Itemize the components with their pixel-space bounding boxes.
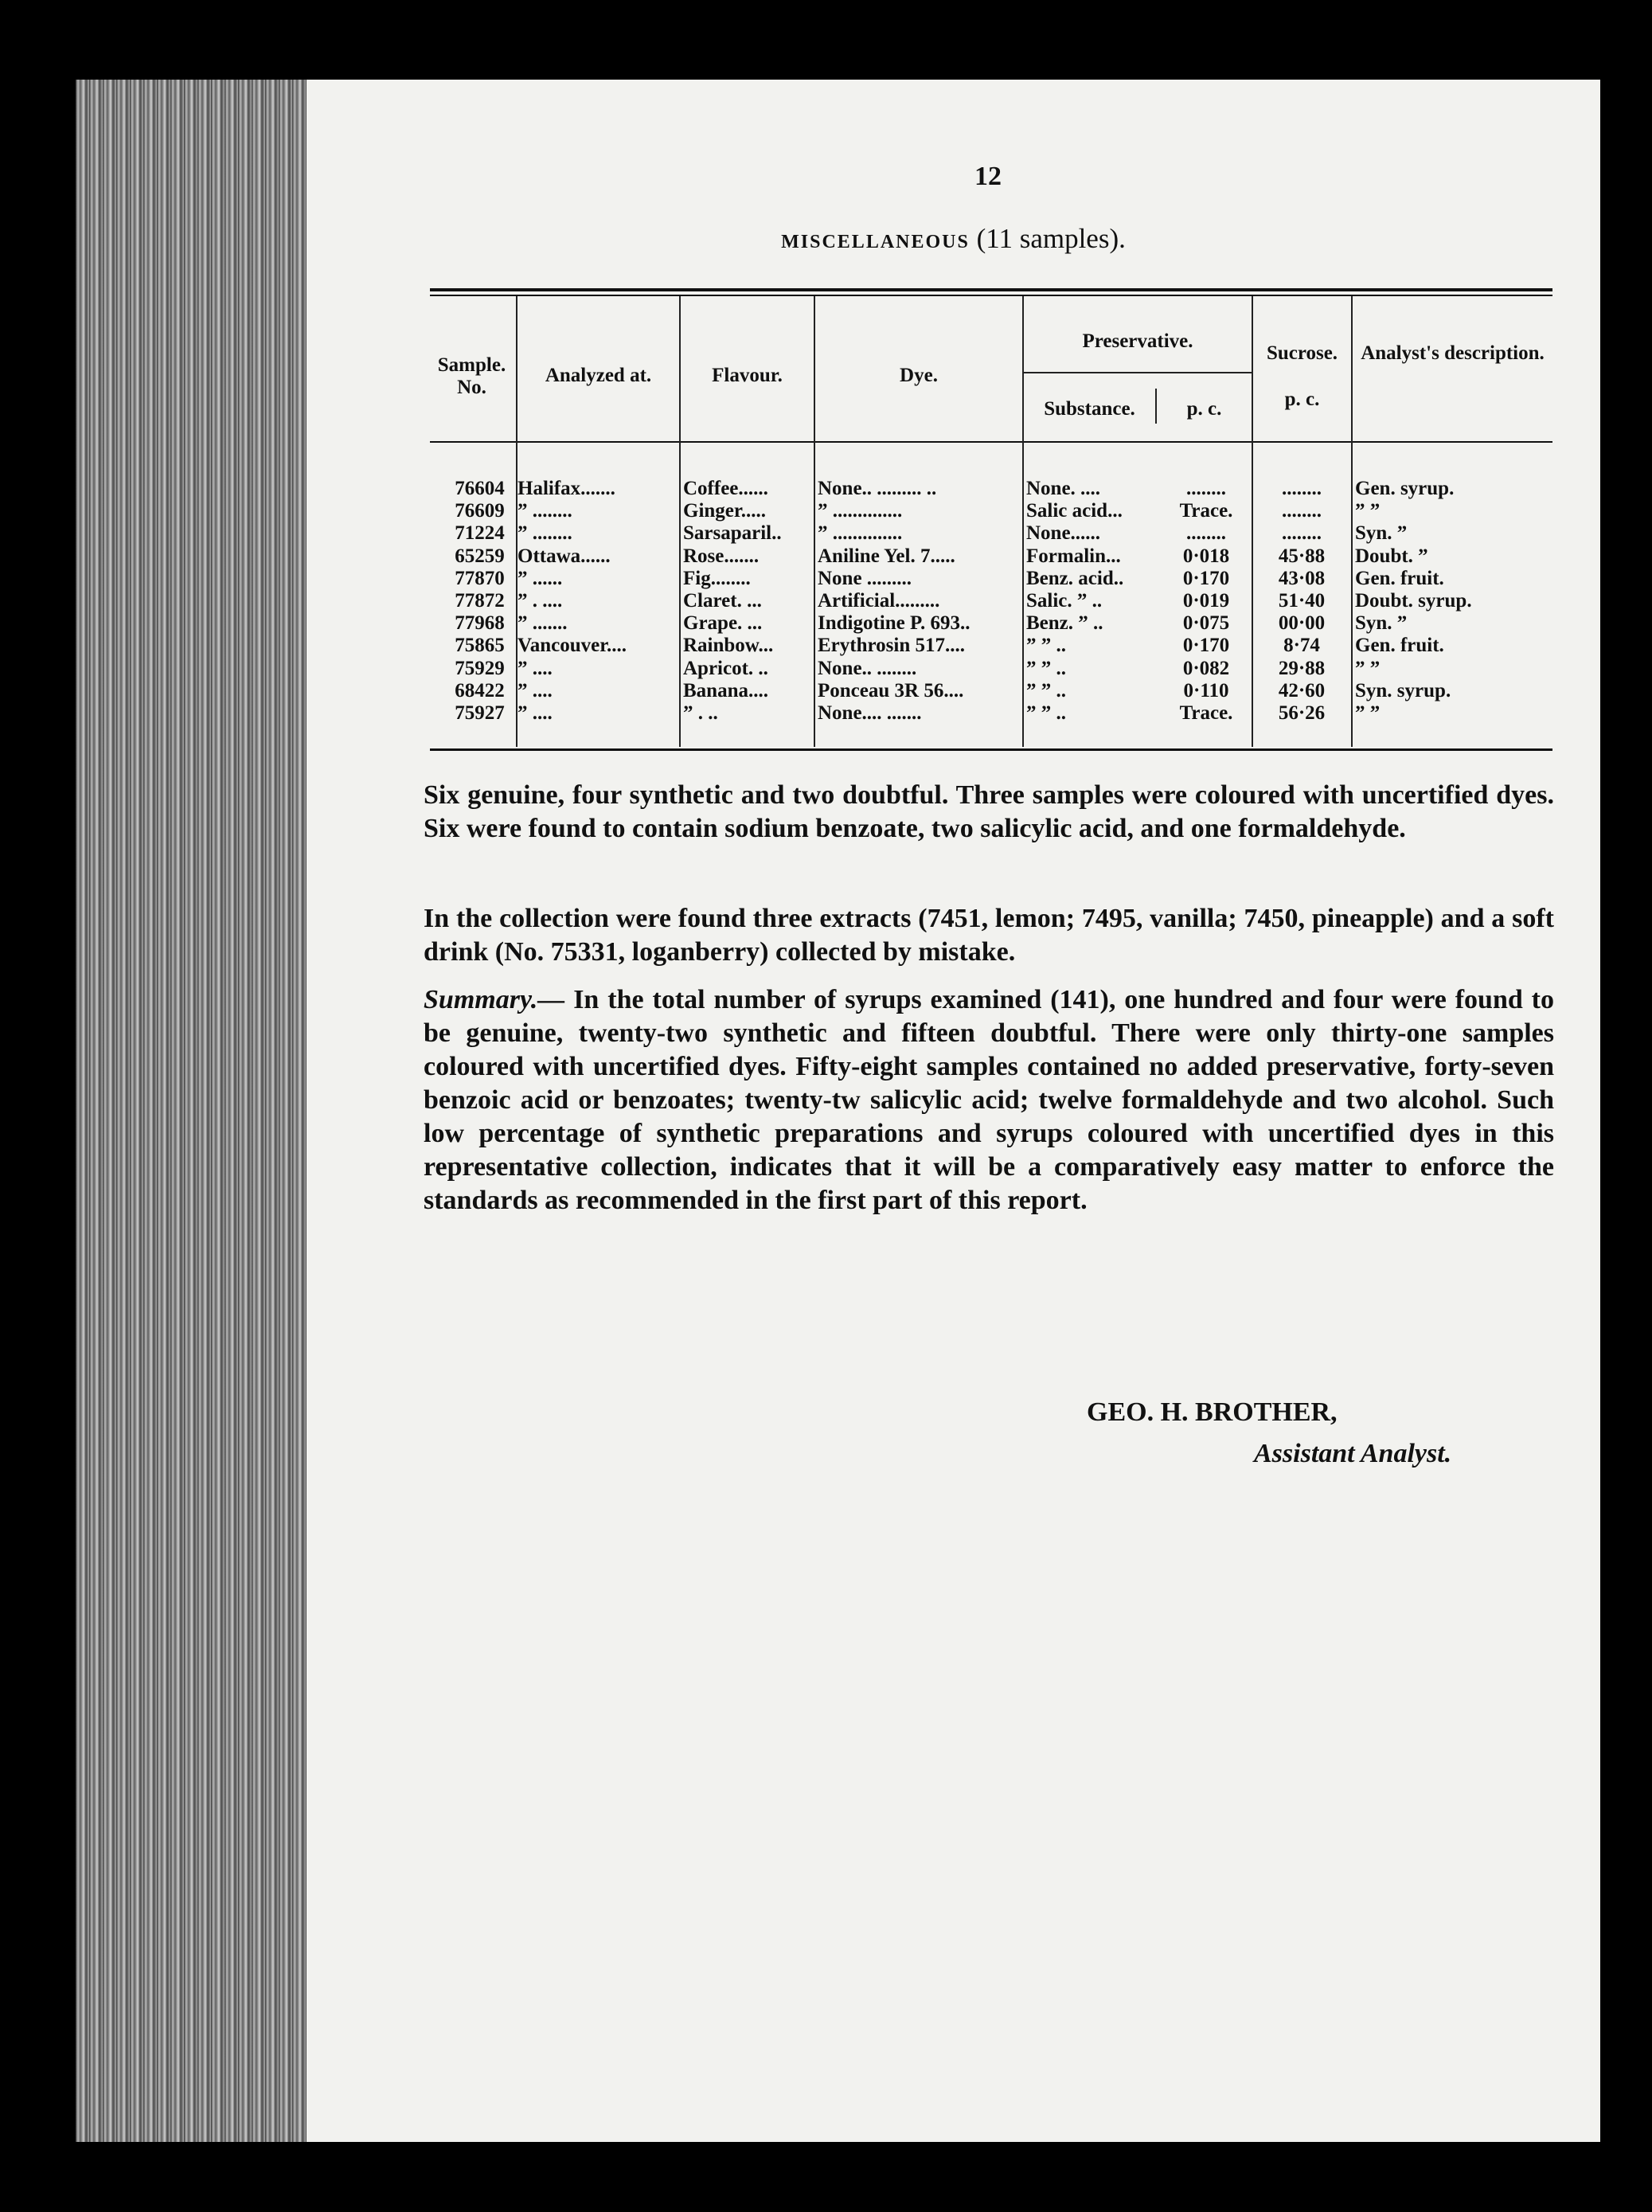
cell-place: Halifax....... bbox=[517, 478, 615, 499]
cell-sucrose: ........ bbox=[1282, 500, 1322, 522]
cell-description: ” ” bbox=[1355, 500, 1381, 522]
cell-dye: Erythrosin 517.... bbox=[818, 635, 965, 657]
cell-place: ” . .... bbox=[517, 590, 563, 612]
cell-place: ” ........ bbox=[517, 522, 572, 545]
cell-pc: 0·075 bbox=[1182, 612, 1230, 635]
cell-flavour: Apricot. .. bbox=[683, 657, 768, 679]
cell-description: ” ” bbox=[1355, 702, 1381, 724]
header-sucrose: Sucrose. bbox=[1266, 342, 1338, 364]
cell-sample: 75927 bbox=[455, 702, 505, 724]
cell-place: ” ....... bbox=[517, 612, 568, 635]
cell-sucrose: 43·08 bbox=[1278, 567, 1326, 589]
cell-flavour: Fig........ bbox=[683, 567, 751, 589]
cell-substance: Benz. ” .. bbox=[1026, 612, 1103, 635]
cell-substance: ” ” .. bbox=[1026, 657, 1066, 679]
cell-sucrose: ........ bbox=[1282, 522, 1322, 545]
cell-substance: ” ” .. bbox=[1026, 702, 1066, 724]
cell-sample: 77872 bbox=[455, 590, 505, 612]
cell-dye: Artificial......... bbox=[818, 590, 940, 612]
cell-sucrose: 00·00 bbox=[1278, 612, 1326, 635]
cell-pc: 0·170 bbox=[1182, 567, 1230, 589]
cell-flavour: Ginger..... bbox=[683, 500, 766, 522]
signature-name: GEO. H. BROTHER, bbox=[1087, 1397, 1338, 1427]
cell-substance: ” ” .. bbox=[1026, 679, 1066, 702]
cell-flavour: Banana.... bbox=[683, 679, 768, 702]
heading-caps: MISCELLANEOUS bbox=[781, 232, 970, 252]
cell-pc: 0·110 bbox=[1183, 679, 1229, 702]
cell-dye: None.... ....... bbox=[818, 702, 922, 724]
cell-sucrose: ........ bbox=[1282, 478, 1322, 499]
cell-sample: 65259 bbox=[455, 545, 505, 567]
cell-sample: 75929 bbox=[455, 657, 505, 679]
cell-pc: 0·019 bbox=[1182, 590, 1230, 612]
cell-flavour: Sarsaparil.. bbox=[683, 522, 782, 545]
cell-sample: 76609 bbox=[455, 500, 505, 522]
header-sucrose-pc: p. c. bbox=[1284, 389, 1320, 410]
cell-dye: Aniline Yel. 7..... bbox=[818, 545, 955, 567]
header-substance: Substance. bbox=[1044, 398, 1135, 420]
header-sample: Sample. No. bbox=[437, 354, 506, 398]
cell-substance: None...... bbox=[1026, 522, 1101, 545]
cell-flavour: Grape. ... bbox=[683, 612, 763, 635]
cell-place: ” .... bbox=[517, 702, 553, 724]
cell-sample: 71224 bbox=[455, 522, 505, 545]
cell-place: Vancouver.... bbox=[517, 635, 627, 657]
cell-description: Syn. ” bbox=[1355, 612, 1408, 635]
cell-sample: 75865 bbox=[455, 635, 505, 657]
column-divider bbox=[1022, 296, 1024, 747]
cell-description: Syn. ” bbox=[1355, 522, 1408, 545]
cell-sample: 77968 bbox=[455, 612, 505, 635]
cell-substance: Formalin... bbox=[1026, 545, 1121, 567]
header-dye: Dye. bbox=[900, 365, 938, 386]
cell-sucrose: 29·88 bbox=[1278, 657, 1326, 679]
book-spine-shadow bbox=[76, 80, 307, 2142]
signature-title: Assistant Analyst. bbox=[1254, 1439, 1452, 1468]
cell-place: ” .... bbox=[517, 679, 553, 702]
table-top-rule-thin bbox=[430, 295, 1552, 296]
cell-substance: Salic acid... bbox=[1026, 500, 1123, 522]
cell-pc: 0·170 bbox=[1182, 635, 1230, 657]
cell-sample: 77870 bbox=[455, 567, 505, 589]
cell-place: Ottawa...... bbox=[517, 545, 611, 567]
cell-description: Doubt. ” bbox=[1355, 545, 1428, 567]
cell-description: Doubt. syrup. bbox=[1355, 590, 1472, 612]
cell-substance: ” ” .. bbox=[1026, 635, 1066, 657]
cell-sample: 76604 bbox=[455, 478, 505, 499]
cell-flavour: Rose....... bbox=[683, 545, 760, 567]
cell-dye: Indigotine P. 693.. bbox=[818, 612, 971, 635]
header-place: Analyzed at. bbox=[545, 365, 652, 386]
table-top-rule bbox=[430, 288, 1552, 291]
cell-pc: 0·018 bbox=[1182, 545, 1230, 567]
page-number: 12 bbox=[974, 162, 1002, 191]
document-page bbox=[307, 80, 1600, 2142]
paragraph-summary bbox=[424, 983, 1554, 1217]
cell-pc: Trace. bbox=[1179, 500, 1233, 522]
column-divider bbox=[679, 296, 681, 747]
preservative-subrule bbox=[1024, 372, 1252, 373]
cell-flavour: Claret. ... bbox=[683, 590, 762, 612]
cell-dye: None.. ......... .. bbox=[818, 478, 937, 499]
cell-place: ” ........ bbox=[517, 500, 572, 522]
cell-dye: None.. ........ bbox=[818, 657, 917, 679]
header-pc: p. c. bbox=[1186, 398, 1222, 420]
cell-sample: 68422 bbox=[455, 679, 505, 702]
cell-dye: None ......... bbox=[818, 567, 912, 589]
column-divider bbox=[814, 296, 815, 747]
cell-description: ” ” bbox=[1355, 657, 1381, 679]
table-bottom-rule bbox=[430, 748, 1552, 751]
cell-dye: ” .............. bbox=[818, 500, 903, 522]
cell-place: ” ...... bbox=[517, 567, 563, 589]
section-heading bbox=[307, 223, 1600, 255]
header-description: Analyst's description. bbox=[1361, 342, 1545, 364]
cell-description: Gen. fruit. bbox=[1355, 567, 1444, 589]
cell-sucrose: 51·40 bbox=[1278, 590, 1326, 612]
paragraph-extracts: In the collection were found three extracts (7451, lemon; 7495, vanilla; 7450, pineapple) and a soft drink (No. 75331, loganberry) collected by mistake. bbox=[424, 904, 1554, 967]
cell-flavour: Coffee...... bbox=[683, 478, 768, 499]
cell-description: Syn. syrup. bbox=[1355, 679, 1451, 702]
cell-flavour: ” . .. bbox=[683, 702, 718, 724]
cell-pc: 0·082 bbox=[1182, 657, 1230, 679]
cell-dye: ” .............. bbox=[818, 522, 903, 545]
paragraph-results: Six genuine, four synthetic and two doubtful. Three samples were coloured with uncertified dyes. Six were found to contain sodium benzoate, two salicylic acid, and one formaldehyde. bbox=[424, 780, 1554, 843]
cell-substance: Benz. acid.. bbox=[1026, 567, 1124, 589]
heading-count: (11 samples). bbox=[976, 223, 1126, 254]
header-preservative: Preservative. bbox=[1082, 330, 1193, 352]
cell-description: Gen. fruit. bbox=[1355, 635, 1444, 657]
table-header-rule bbox=[430, 441, 1552, 443]
cell-sucrose: 8·74 bbox=[1283, 635, 1320, 657]
summary-lead: Summary.— bbox=[424, 985, 565, 1014]
cell-dye: Ponceau 3R 56.... bbox=[818, 679, 964, 702]
header-flavour: Flavour. bbox=[712, 365, 783, 386]
cell-pc: ........ bbox=[1186, 522, 1226, 545]
cell-substance: Salic. ” .. bbox=[1026, 590, 1103, 612]
cell-flavour: Rainbow... bbox=[683, 635, 774, 657]
cell-pc: ........ bbox=[1186, 478, 1226, 499]
cell-sucrose: 56·26 bbox=[1278, 702, 1326, 724]
cell-sucrose: 45·88 bbox=[1278, 545, 1326, 567]
cell-sucrose: 42·60 bbox=[1278, 679, 1326, 702]
cell-description: Gen. syrup. bbox=[1355, 478, 1455, 499]
cell-substance: None. .... bbox=[1026, 478, 1101, 499]
summary-text: In the total number of syrups examined (141), one hundred and four were found to be genuine, twenty-two synthetic and fifteen doubtful. There were only thirty-one samples coloured with uncertified dyes. Fifty-eight samples contained no added preservative, forty-seven benzoic acid or benzoates; twenty-tw salicylic acid; twelve formaldehyde and two alcohol. Such low percentage of synthetic preparations and syrups coloured with uncertified dyes in this representative collection, indicates that it will be a comparatively easy matter to enforce the standards as recommended in the first part of this report. bbox=[424, 985, 1554, 1215]
cell-place: ” .... bbox=[517, 657, 553, 679]
cell-pc: Trace. bbox=[1179, 702, 1233, 724]
